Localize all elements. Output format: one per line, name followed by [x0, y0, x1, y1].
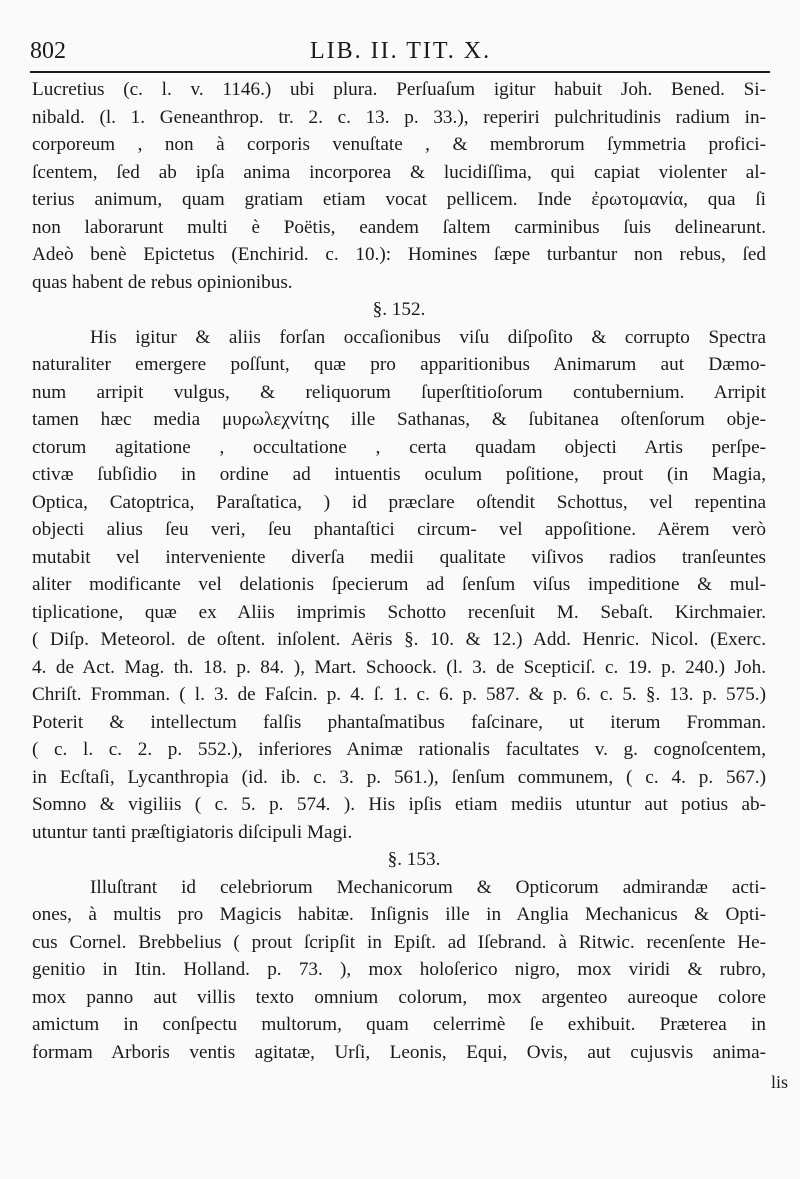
text-line: num arripit vulgus, & reliquorum ſuperſtitioſorum contubernium. Arripit: [32, 381, 766, 403]
text-line: in Ecſtaſi, Lycanthropia (id. ib. c. 3. p. 561.), ſenſum communem, ( c. 4. p. 567.): [32, 766, 766, 788]
body-text: [32, 76, 766, 1066]
header-rule: [30, 71, 770, 73]
text-line: ( c. l. c. 2. p. 552.), inferiores Animæ rationalis facultates v. g. cognoſcentem,: [32, 739, 766, 760]
text-line: aliter modificante vel delationis ſpecierum ad ſenſum viſus impeditione & mul-: [32, 574, 766, 595]
text-line: terius animum, quam gratiam etiam vocat pellicem. Inde ἐρωτομανία, qua ſi: [32, 189, 766, 210]
section-number: §. 153.: [387, 849, 441, 870]
text-line: Lucretius (c. l. v. 1146.) ubi plura. Perſuaſum igitur habuit Joh. Bened. Si-: [32, 79, 766, 100]
text-line: ſcentem, ſed ab ipſa anima incorporea & lucidiſſima, qui capiat violenter al-: [32, 161, 766, 183]
paragraph-last-line: quas habent de rebus opinionibus.: [32, 271, 293, 293]
text-line: ( Diſp. Meteorol. de oſtent. inſolent. Aëris §. 10. & 12.) Add. Henric. Nicol. (Exerc.: [32, 629, 766, 650]
paragraph-first-line: Illuſtrant id celebriorum Mechanicorum & Opticorum admirandæ acti-: [90, 876, 766, 898]
page-number: 802: [30, 38, 66, 64]
text-line: objecti alius ſeu veri, ſeu phantaſtici circum- vel appoſitione. Aërem verò: [32, 519, 766, 540]
text-line: Somno & vigiliis ( c. 5. p. 574. ). His ipſis etiam mediis utuntur aut potius ab-: [32, 794, 766, 815]
text-line: mutabit vel interveniente diverſa medii qualitate viſivos radios tranſeuntes: [32, 546, 766, 568]
text-line: tamen hæc media μυρωλεχνίτης ille Sathanas, & ſubitanea oſtenſorum obje-: [32, 409, 766, 430]
text-line: cus Cornel. Brebbelius ( prout ſcripſit in Epiſt. ad Iſebrand. à Ritwic. recenſente He-: [32, 931, 766, 953]
paragraph-last-line: utuntur tanti præſtigiatoris diſcipuli Magi.: [32, 821, 353, 843]
text-line: tiplicatione, quæ ex Aliis imprimis Schotto recenſuit M. Sebaſt. Kirchmaier.: [32, 601, 766, 623]
text-line: formam Arboris ventis agitatæ, Urſi, Leonis, Equi, Ovis, aut cujusvis anima-: [32, 1041, 766, 1063]
text-line: ones, à multis pro Magicis habitæ. Inſignis ille in Anglia Mechanicus & Opti-: [32, 904, 766, 925]
text-line: genitio in Itin. Holland. p. 73. ), mox holoſerico nigro, mox viridi & rubro,: [32, 959, 766, 980]
text-line: ctorum agitatione , occultatione , certa quadam objecti Artis perſpe-: [32, 436, 766, 458]
text-line: Optica, Catoptrica, Paraſtatica, ) id præclare oſtendit Schottus, vel repentina: [32, 491, 766, 513]
section-number: §. 152.: [372, 299, 426, 320]
running-head: LIB. II. TIT. X.: [310, 38, 492, 64]
catchword: lis: [770, 1072, 788, 1092]
text-line: naturaliter emergere poſſunt, quæ pro apparitionibus Animarum aut Dæmo-: [32, 354, 766, 375]
text-line: ctivæ ſubſidio in ordine ad intuentis oculum poſitione, prout (in Magia,: [32, 464, 766, 485]
text-line: 4. de Act. Mag. th. 18. p. 84. ), Mart. Schoock. (l. 3. de Scepticiſ. c. 19. p. 240.) Joh.: [32, 656, 766, 678]
text-line: non laborarunt multi è Poëtis, eandem ſaltem carminibus ſuis delinearunt.: [32, 216, 766, 238]
page-header: [30, 38, 770, 72]
text-line: nibald. (l. 1. Geneanthrop. tr. 2. c. 13. p. 33.), reperiri pulchritudinis radium in-: [32, 106, 766, 128]
text-line: amictum in conſpectu multorum, quam celerrimè ſe exhibuit. Præterea in: [32, 1014, 766, 1035]
text-line: mox panno aut villis texto omnium colorum, mox argenteo aureoque colore: [32, 986, 766, 1008]
text-line: corporeum , non à corporis venuſtate , & membrorum ſymmetria profici-: [32, 134, 766, 155]
paragraph-first-line: His igitur & aliis forſan occaſionibus viſu diſpoſito & corrupto Spectra: [90, 326, 766, 348]
text-line: Poterit & intellectum falſis phantaſmatibus faſcinare, ut iterum Fromman.: [32, 711, 766, 733]
text-line: Adeò benè Epictetus (Enchirid. c. 10.): Homines ſæpe turbantur non rebus, ſed: [32, 244, 766, 265]
text-line: Chriſt. Fromman. ( l. 3. de Faſcin. p. 4. ſ. 1. c. 6. p. 587. & p. 6. c. 5. §. 13. p. 575.): [32, 684, 766, 705]
